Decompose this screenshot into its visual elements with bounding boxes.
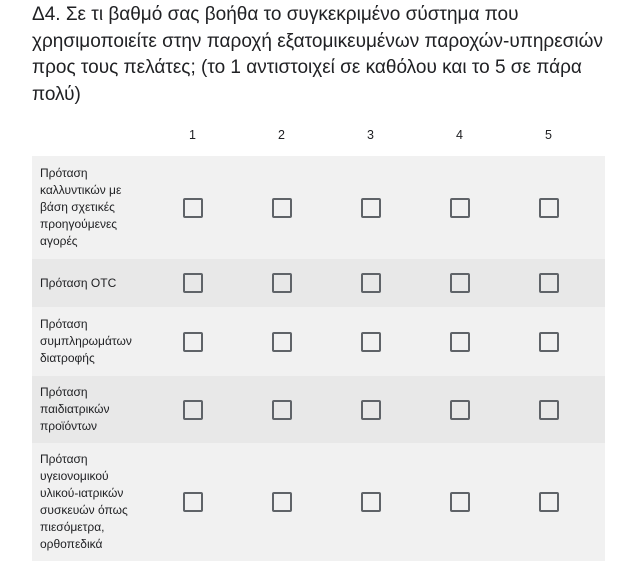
grid-header-row (32, 114, 605, 156)
checkbox-otc-5[interactable] (539, 273, 559, 293)
checkbox-medical-devices-3[interactable] (361, 492, 381, 512)
checkbox-cosmetics-1[interactable] (183, 198, 203, 218)
row-label-pediatric: Πρόταση παιδιατρικών προϊόντων (40, 385, 110, 433)
row-label-cosmetics: Πρόταση καλλυντικών με βάση σχετικές προηγούμενες αγορές (40, 166, 122, 248)
checkbox-medical-devices-5[interactable] (539, 492, 559, 512)
checkbox-pediatric-4[interactable] (450, 400, 470, 420)
checkbox-supplements-1[interactable] (183, 332, 203, 352)
checkbox-cosmetics-2[interactable] (272, 198, 292, 218)
column-header-3: 3 (367, 128, 374, 142)
grid-row-supplements (32, 307, 605, 376)
checkbox-cosmetics-3[interactable] (361, 198, 381, 218)
column-header-2: 2 (278, 128, 285, 142)
column-header-1: 1 (189, 128, 196, 142)
row-label-otc: Πρόταση OTC (40, 275, 117, 290)
checkbox-otc-4[interactable] (450, 273, 470, 293)
grid-row-cosmetics (32, 156, 605, 259)
checkbox-supplements-2[interactable] (272, 332, 292, 352)
checkbox-otc-1[interactable] (183, 273, 203, 293)
checkbox-supplements-4[interactable] (450, 332, 470, 352)
checkbox-supplements-3[interactable] (361, 332, 381, 352)
row-label-supplements: Πρόταση συμπληρωμάτων διατροφής (40, 317, 132, 365)
checkbox-pediatric-5[interactable] (539, 400, 559, 420)
column-header-4: 4 (456, 128, 463, 142)
grid-row-pediatric (32, 376, 605, 443)
grid-row-medical-devices (32, 443, 605, 561)
checkbox-medical-devices-2[interactable] (272, 492, 292, 512)
checkbox-pediatric-3[interactable] (361, 400, 381, 420)
checkbox-medical-devices-1[interactable] (183, 492, 203, 512)
checkbox-pediatric-1[interactable] (183, 400, 203, 420)
question-title: Δ4. Σε τι βαθμό σας βοήθα το συγκεκριμένο σύστημα που χρησιμοποιείτε στην παροχή εξατομικευμένων παροχών-υπηρεσιών προς τους πελάτες; (το 1 αντιστοιχεί σε καθόλου και το 5 σε πάρα πολύ) (32, 4, 603, 105)
checkbox-pediatric-2[interactable] (272, 400, 292, 420)
checkbox-grid (32, 114, 605, 561)
grid-row-otc (32, 259, 605, 307)
checkbox-medical-devices-4[interactable] (450, 492, 470, 512)
row-label-medical-devices: Πρόταση υγειονομικού υλικού-ιατρικών συσκευών όπως πιεσόμετρα, ορθοπεδικά (40, 452, 128, 551)
checkbox-supplements-5[interactable] (539, 332, 559, 352)
checkbox-cosmetics-5[interactable] (539, 198, 559, 218)
checkbox-otc-3[interactable] (361, 273, 381, 293)
column-header-5: 5 (545, 128, 552, 142)
checkbox-otc-2[interactable] (272, 273, 292, 293)
checkbox-cosmetics-4[interactable] (450, 198, 470, 218)
